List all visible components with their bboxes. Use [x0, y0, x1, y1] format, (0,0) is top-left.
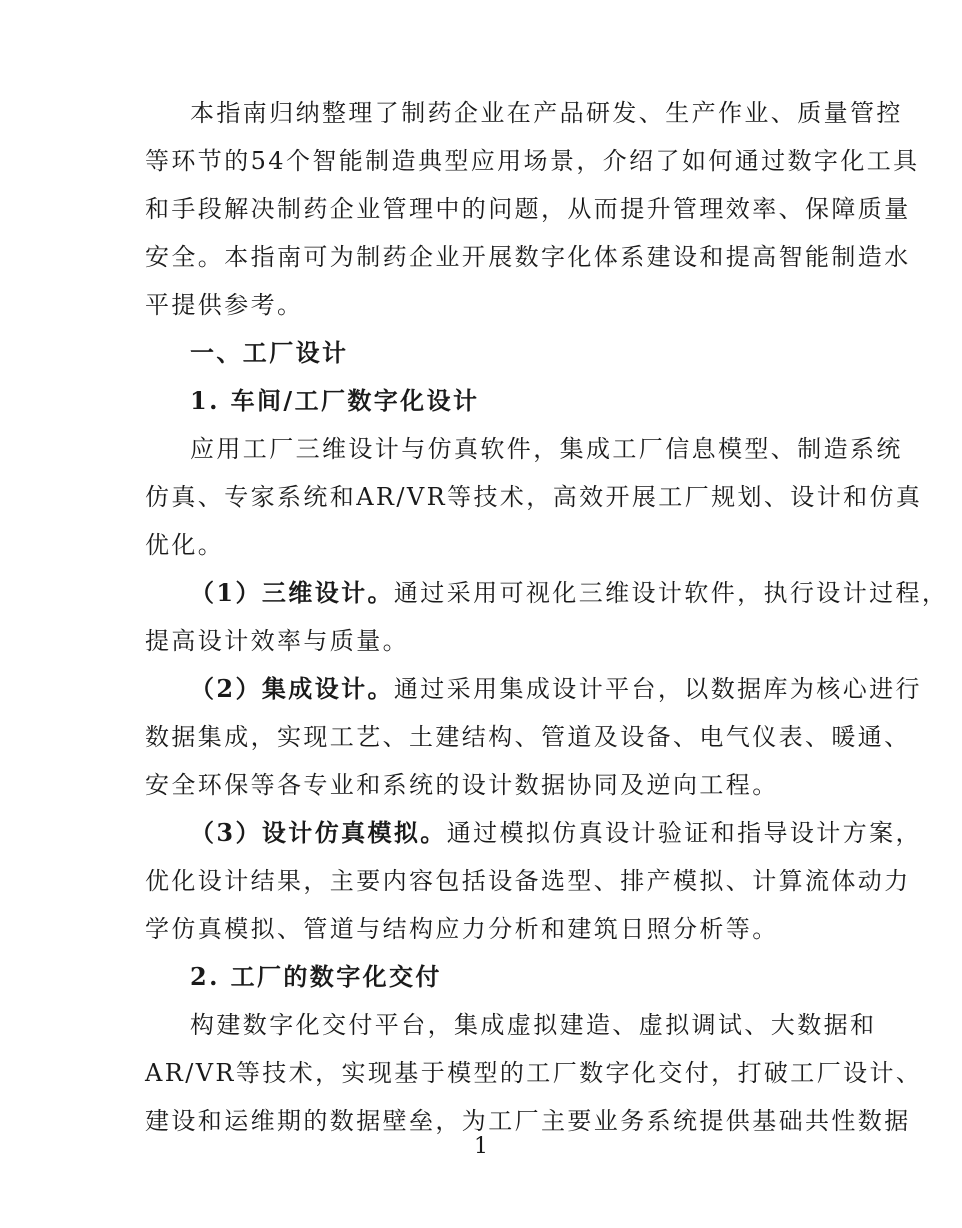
intro-line-5: 平提供参考。 [145, 291, 304, 319]
page-number: 1 [474, 1134, 488, 1159]
item-3d-design-line-1 [190, 577, 948, 609]
subsection-heading-digital-design: 1. 车间/工厂数字化设计 [190, 386, 480, 415]
item-integrated-design-title: （2）集成设计。 [190, 674, 394, 703]
item-integrated-design-line-2: 数据集成，实现工艺、土建结构、管道及设备、电气仪表、暖通、 [145, 723, 911, 751]
section-heading-factory-design: 一、工厂设计 [190, 338, 349, 367]
item-3d-design-title: （1）三维设计。 [190, 578, 394, 607]
sub2-paragraph-line-2: AR/VR等技术，实现基于模型的工厂数字化交付，打破工厂设计、 [145, 1059, 923, 1087]
intro-line-3: 和手段解决制药企业管理中的问题，从而提升管理效率、保障质量 [145, 195, 911, 223]
sub2-paragraph-line-1: 构建数字化交付平台，集成虚拟建造、虚拟调试、大数据和 [190, 1011, 877, 1039]
sub1-paragraph-line-2: 仿真、专家系统和AR/VR等技术，高效开展工厂规划、设计和仿真 [145, 483, 923, 511]
item-simulation-text: 通过模拟仿真设计验证和指导设计方案， [446, 819, 922, 847]
sub1-paragraph-line-1: 应用工厂三维设计与仿真软件，集成工厂信息模型、制造系统 [190, 435, 903, 463]
item-integrated-design-line-3: 安全环保等各专业和系统的设计数据协同及逆向工程。 [145, 771, 779, 799]
sub1-paragraph-line-3: 优化。 [145, 531, 225, 559]
item-3d-design-line-2: 提高设计效率与质量。 [145, 627, 409, 655]
intro-line-2: 等环节的54个智能制造典型应用场景，介绍了如何通过数字化工具 [145, 147, 920, 175]
item-simulation-line-2: 优化设计结果，主要内容包括设备选型、排产模拟、计算流体动力 [145, 867, 911, 895]
item-integrated-design-text: 通过采用集成设计平台，以数据库为核心进行 [393, 675, 922, 703]
intro-line-4: 安全。本指南可为制药企业开展数字化体系建设和提高智能制造水 [145, 243, 911, 271]
sub2-paragraph-line-3: 建设和运维期的数据壁垒，为工厂主要业务系统提供基础共性数据 [145, 1107, 911, 1135]
item-simulation-title: （3）设计仿真模拟。 [190, 818, 447, 847]
intro-line-1: 本指南归纳整理了制药企业在产品研发、生产作业、质量管控 [190, 99, 903, 127]
item-3d-design-text: 通过采用可视化三维设计软件，执行设计过程， [393, 579, 949, 607]
subsection-heading-digital-delivery: 2. 工厂的数字化交付 [190, 962, 442, 991]
item-simulation-line-1 [190, 817, 922, 849]
item-integrated-design-line-1 [190, 673, 922, 705]
item-simulation-line-3: 学仿真模拟、管道与结构应力分析和建筑日照分析等。 [145, 915, 779, 943]
